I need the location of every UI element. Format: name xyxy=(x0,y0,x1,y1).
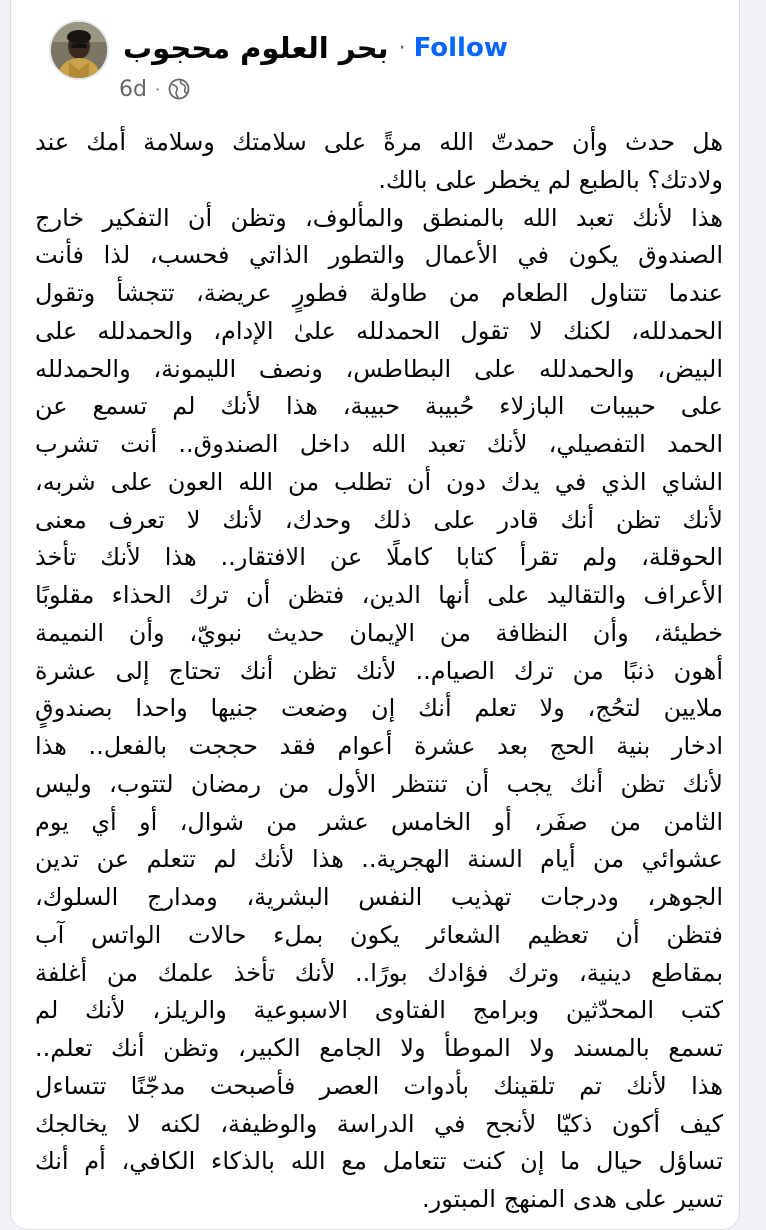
post-text xyxy=(35,124,723,1219)
post-line: أهون ذنبًا من ترك الصيام.. لأنك تظن أنك تحتاج إلى عشرة xyxy=(35,656,723,685)
post-line: لأنك تظن أنك قادر على ذلك وحدك، لأنك لا تعرف معنى xyxy=(35,505,723,534)
follow-button[interactable]: Follow xyxy=(413,33,508,63)
post-line: ولادتك؟ بالطبع لم يخطر على بالك. xyxy=(378,165,723,194)
post-line: على حبيبات البازلاء حُبيبة حبيبة، هذا لأنك لم تسمع عن xyxy=(35,392,723,421)
post-line: الحمد التفصيلي، لأنك تعبد الله داخل الصندوق.. أنت تشرب xyxy=(35,430,723,458)
post-timestamp[interactable]: 6d xyxy=(119,76,147,102)
avatar[interactable] xyxy=(49,20,109,80)
post-card xyxy=(10,0,740,1230)
post-line: هذا لأنك تم تلقينك بأدوات العصر فأصبحت مدجّنًا تتساءل xyxy=(35,1071,723,1100)
post-line: عندما تتناول الطعام من طاولة فطورٍ عريضة، تتجشأ وتقول xyxy=(35,279,723,307)
post-line: الشاي الذي في يدك دون أن تطلب من الله العون على شربه، xyxy=(35,467,723,496)
meta-separator: · xyxy=(154,79,161,99)
post-line: كتب المحدّثين وبرامج الفتاوى الاسبوعية والريلز، لأنك لم xyxy=(35,996,723,1025)
author-row xyxy=(123,28,508,68)
post-line: البيض، والحمدلله على البطاطس، ونصف الليمونة، والحمدلله xyxy=(35,354,723,383)
post-line: الصندوق يكون في الأعمال والتطور الذاتي فحسب، لذا فأنت xyxy=(35,241,723,270)
post-line: كيف أكون ذكيّا لأنجح في الدراسة والوظيفة، لكنه لا يخالجك xyxy=(35,1109,723,1138)
post-line: الحوقلة، ولم تقرأ كتابا كاملًا عن الافتقار.. هذا لأنك تأخذ xyxy=(35,543,723,572)
post-line: الحمدلله، لكنك لا تقول الحمدلله علىٰ الإدام، والحمدلله على xyxy=(35,316,723,345)
author-name[interactable]: بحر العلوم محجوب xyxy=(123,31,389,65)
avatar-photo xyxy=(51,22,107,78)
post-line: هل حدث وأن حمدتّ الله مرةً على سلامتك وسلامة أمك عند xyxy=(35,128,723,156)
post-line: ادخار بنية الحج بعد عشرة أعوام فقد حججت بالفعل.. هذا xyxy=(35,732,723,760)
post-line: عشوائي من أيام السنة الهجرية.. هذا لأنك لم تتعلم عن تدين xyxy=(35,845,723,874)
post-line: الأعراف والتقاليد على أنها الدين، فتظن أن ترك الحذاء مقلوبًا xyxy=(35,581,723,609)
post-meta xyxy=(119,74,190,104)
post-line: الثامن من صفَر، أو الخامس عشر من شوال، أو أي يوم xyxy=(35,807,723,836)
name-separator: · xyxy=(398,35,406,61)
post-header xyxy=(11,0,741,110)
post-line: تساؤل حيال ما إن كنت تتعامل مع الله بالذكاء الكافي، أم أنك xyxy=(35,1147,723,1176)
post-line: ملايين لتحُج، ولا تعلم أنك إن وضعت جنيها واحدا بصندوقٍ xyxy=(35,694,723,723)
post-line: بمقاطع دينية، وترك فؤادك بورًا.. لأنك تأخذ علمك من أغلفة xyxy=(35,958,723,987)
globe-icon[interactable] xyxy=(168,78,190,100)
post-line: تسمع بالمسند ولا الموطأ ولا الجامع الكبير، وتظن أنك تعلم.. xyxy=(35,1034,723,1062)
post-line: هذا لأنك تعبد الله بالمنطق والمألوف، وتظن أن التفكير خارج xyxy=(35,203,723,232)
post-line: فتظن أن تعظيم الشعائر يكون بملء حالات الواتس آب xyxy=(35,920,723,949)
post-line: تسير على هدى المنهج المبتور. xyxy=(421,1185,723,1213)
post-line: لأنك تظن أنك يجب أن تنتظر الأول من رمضان لتتوب، وليس xyxy=(35,769,723,798)
post-line: خطيئة، وأن النظافة من الإيمان حديث نبويّ، وأن النميمة xyxy=(35,618,723,647)
post-line: الجوهر، ودرجات تهذيب النفس البشرية، ومدارج السلوك، xyxy=(35,883,723,911)
